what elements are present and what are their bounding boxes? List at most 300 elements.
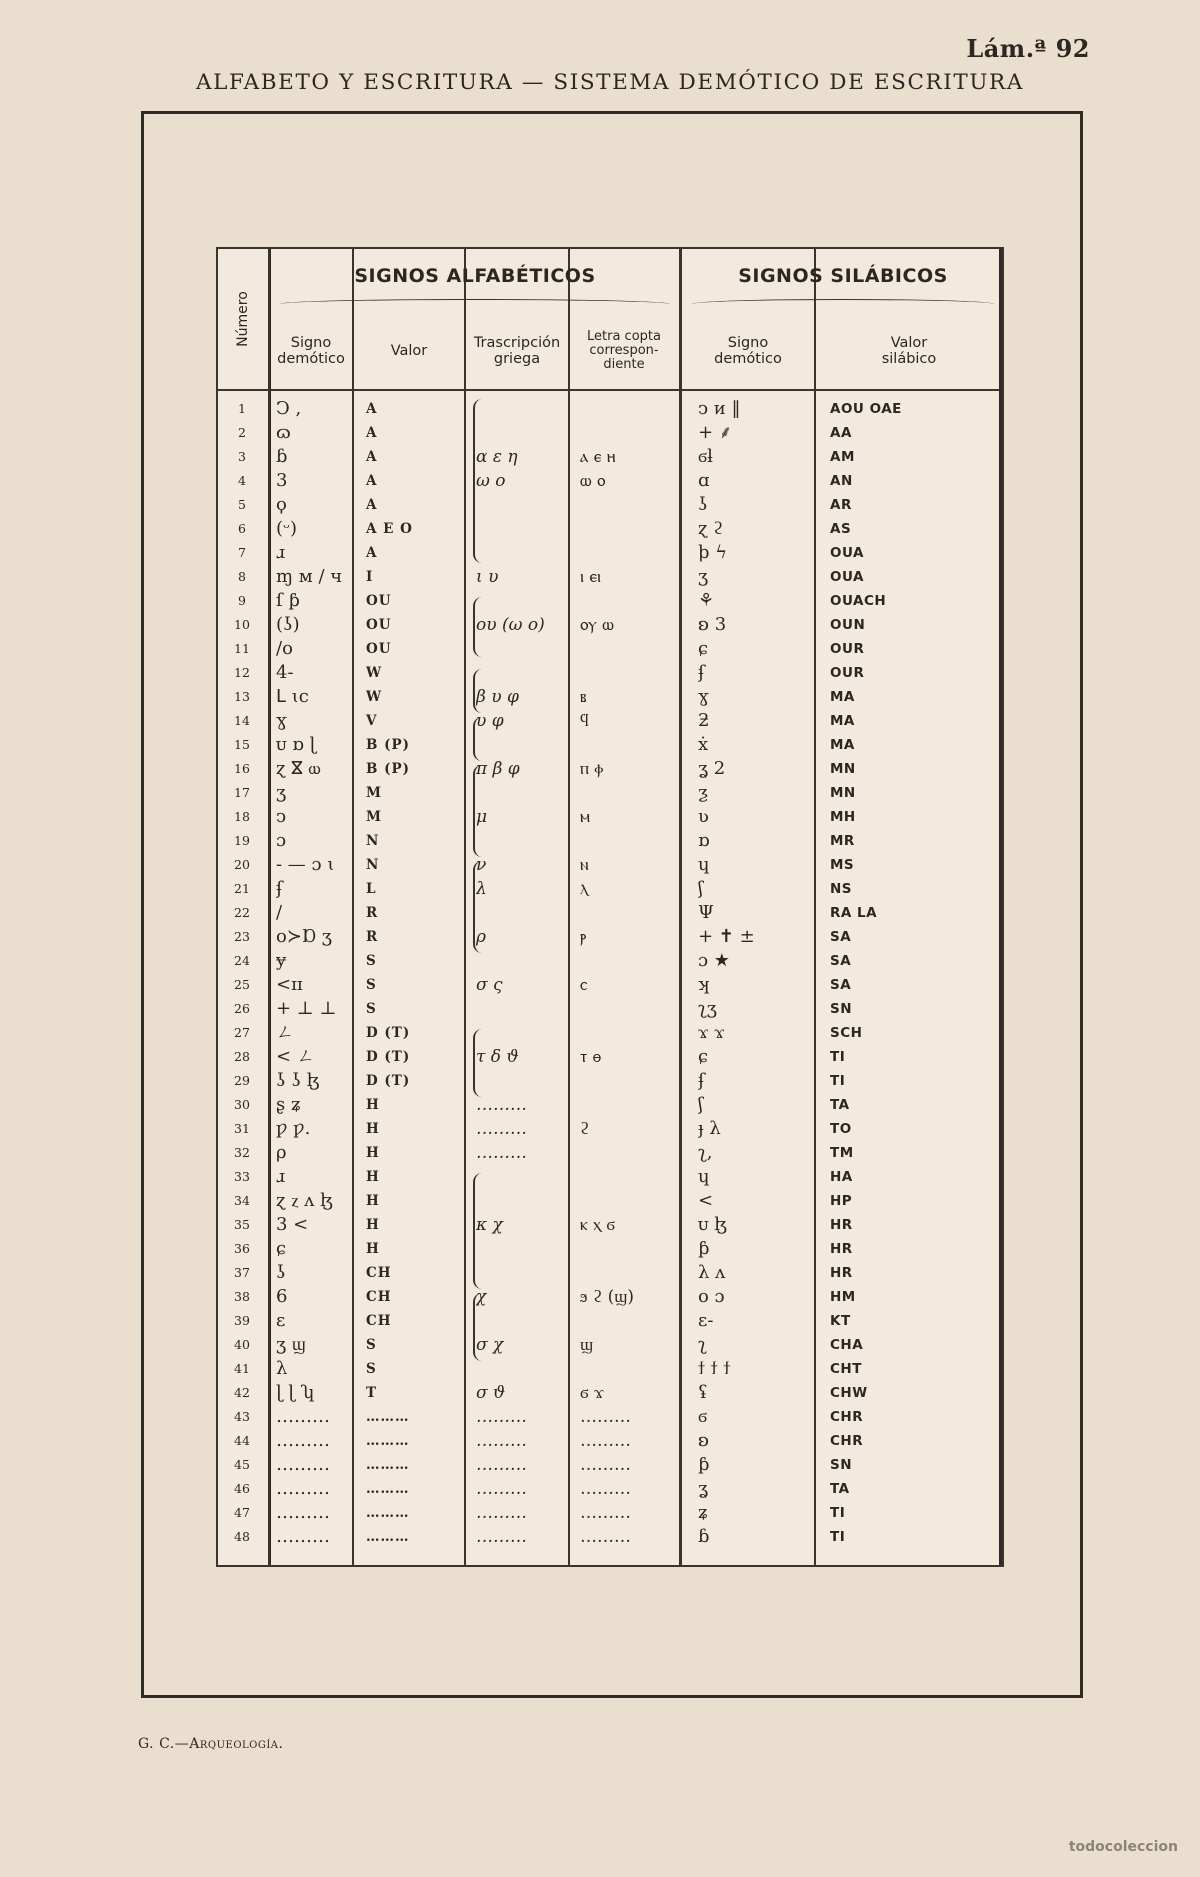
demotic-sign: ʖ [276, 1262, 286, 1283]
syllabic-value: MA [830, 713, 855, 729]
syllabic-sign: ɔ ★ [698, 950, 730, 971]
alphabetic-value: H [366, 1097, 380, 1113]
column-header-value: Valor [390, 343, 428, 359]
coptic-letter: ⲥ [580, 975, 588, 995]
syllabic-sign: ϯ ϯ ϯ [698, 1358, 731, 1379]
row-number: 25 [234, 977, 250, 992]
syllabic-value: TI [830, 1505, 846, 1521]
coptic-letter: ϥ [580, 711, 589, 731]
demotic-sign: ʂ ʑ [276, 1094, 302, 1115]
syllabic-value: CHR [830, 1409, 864, 1425]
coptic-letter [580, 1141, 690, 1165]
coptic-letter: ϧ ϩ (ϣ) [580, 1287, 635, 1307]
demotic-sign: ɭ ɭ ʮ [276, 1382, 315, 1403]
syllabic-value: TI [830, 1529, 846, 1545]
syllabic-value: RA LA [830, 905, 878, 921]
alphabetic-value: B (P) [366, 761, 411, 777]
table-row [218, 805, 1002, 829]
syllabic-value: CHR [830, 1433, 864, 1449]
row-number: 26 [234, 1001, 250, 1016]
alphabetic-value: ……… [366, 1457, 410, 1473]
coptic-letter: ϩ [580, 1119, 590, 1139]
coptic-letter: ⲧ ⲑ [580, 1047, 602, 1067]
demotic-sign: ……… [276, 1454, 330, 1475]
demotic-sign: 6 [276, 1286, 288, 1307]
alphabetic-value: ……… [366, 1481, 410, 1497]
coptic-letter [580, 949, 690, 973]
table-row [218, 1477, 1002, 1501]
syllabic-value: HR [830, 1217, 853, 1233]
alphabetic-value: A [366, 497, 378, 513]
coptic-letter: ……… [580, 1479, 631, 1499]
demotic-sign: ʒ ϣ [276, 1334, 306, 1355]
alphabetic-value: ……… [366, 1505, 410, 1521]
syllabic-value: NS [830, 881, 853, 897]
coptic-letter [580, 637, 690, 661]
row-number: 34 [234, 1193, 250, 1208]
demotic-sign: ……… [276, 1430, 330, 1451]
alphabetic-value: OU [366, 593, 392, 609]
greek-transcription: σ χ [476, 1335, 504, 1355]
syllabic-value: MN [830, 761, 856, 777]
table-row [218, 1309, 1002, 1333]
table-row [218, 1213, 1002, 1237]
syllabic-value: OUR [830, 641, 865, 657]
watermark: todocoleccion [1068, 1839, 1178, 1855]
syllabic-value: SA [830, 929, 852, 945]
table-row [218, 757, 1002, 781]
alphabetic-value: H [366, 1193, 380, 1209]
demotic-sign: ʒ [276, 782, 287, 803]
greek-transcription [476, 661, 586, 685]
table-row [218, 1165, 1002, 1189]
syllabic-sign: ʅ [698, 1334, 707, 1355]
table-row [218, 445, 1002, 469]
syllabic-value: HA [830, 1169, 853, 1185]
demotic-sign: ᴜ ɒ ɭ [276, 734, 317, 755]
demotic-sign: 3 [276, 470, 288, 491]
row-number: 6 [238, 521, 246, 536]
syllabic-value: KT [830, 1313, 851, 1329]
alphabetic-value: A E O [366, 521, 413, 537]
coptic-letter [580, 1237, 690, 1261]
row-number: 5 [238, 497, 246, 512]
syllabic-sign: ɕ [698, 1046, 709, 1067]
coptic-letter: ……… [580, 1407, 631, 1427]
greek-transcription: ……… [476, 1095, 527, 1115]
syllabic-value: SCH [830, 1025, 863, 1041]
coptic-letter [580, 1021, 690, 1045]
demotic-sign: ɛ [276, 1310, 286, 1331]
syllabic-value: CHT [830, 1361, 862, 1377]
syllabic-value: AN [830, 473, 853, 489]
syllabic-sign: ⚘ [698, 590, 715, 611]
syllabic-group-header: SIGNOS SILÁBICOS [738, 265, 948, 287]
syllabic-sign: + ⸙ [698, 422, 733, 443]
syllabic-sign: ʢ [698, 1382, 708, 1403]
syllabic-sign: ʑ [698, 1502, 709, 1523]
demotic-sign: λ [276, 1358, 288, 1379]
coptic-letter [580, 517, 690, 541]
syllabic-value: MR [830, 833, 855, 849]
greek-transcription [476, 1021, 586, 1045]
row-number: 20 [234, 857, 250, 872]
alphabetic-value: B (P) [366, 737, 411, 753]
greek-transcription: α ε η [476, 447, 518, 467]
syllabic-sign: ʓ 2 [698, 758, 726, 779]
coptic-letter: ⲕ ⲭ ϭ [580, 1215, 616, 1235]
syllabic-sign: ɒ [698, 830, 710, 851]
syllabic-value: TA [830, 1481, 850, 1497]
column-header-greek: Trascripción griega [473, 335, 561, 367]
table-row [218, 949, 1002, 973]
alphabetic-value: R [366, 905, 379, 921]
greek-transcription [476, 829, 586, 853]
greek-transcription: τ δ ϑ [476, 1047, 519, 1067]
coptic-letter: ϭ ϫ [580, 1383, 604, 1403]
alphabetic-value: N [366, 857, 380, 873]
alphabetic-group-rule [280, 299, 670, 304]
syllabic-sign: ƥ [698, 1454, 710, 1475]
table-row [218, 637, 1002, 661]
syllabic-sign: ʋ [698, 806, 709, 827]
row-number: 14 [234, 713, 250, 728]
syllabic-sign: + ✝ ± [698, 926, 755, 947]
row-number: 44 [234, 1433, 250, 1448]
table-row [218, 661, 1002, 685]
table-row [218, 397, 1002, 421]
table-row [218, 1045, 1002, 1069]
syllabic-sign: ʞ [698, 974, 709, 995]
row-number: 9 [238, 593, 246, 608]
syllabic-value: AA [830, 425, 852, 441]
table-row [218, 1381, 1002, 1405]
demotic-sign: ᒪ ɩc [276, 686, 309, 707]
coptic-letter: ⲗ [580, 879, 589, 899]
alphabetic-group-header: SIGNOS ALFABÉTICOS [354, 265, 596, 287]
alphabetic-value: S [366, 953, 377, 969]
syllabic-sign: ƻ [698, 710, 710, 731]
row-number: 46 [234, 1481, 250, 1496]
table-row [218, 1405, 1002, 1429]
row-number: 12 [234, 665, 250, 680]
table-row [218, 469, 1002, 493]
alphabetic-value: W [366, 665, 383, 681]
syllabic-value: OUA [830, 545, 864, 561]
greek-transcription [476, 1309, 586, 1333]
demotic-sign: ϙ [276, 494, 287, 515]
row-number: 19 [234, 833, 250, 848]
demotic-sign: ɀ ⲍ ᴧ ɮ [276, 1190, 333, 1211]
coptic-letter [580, 1165, 690, 1189]
demotic-sign: ……… [276, 1406, 330, 1427]
greek-transcription: λ [476, 879, 487, 899]
syllabic-value: HM [830, 1289, 856, 1305]
greek-transcription: μ [476, 807, 488, 827]
demotic-sign: ʖ ʖ ɮ [276, 1070, 320, 1091]
greek-transcription: ……… [476, 1503, 527, 1523]
syllabic-value: HR [830, 1265, 853, 1281]
syllabic-value: MA [830, 689, 855, 705]
alphabetic-value: ……… [366, 1529, 410, 1545]
syllabic-value: MN [830, 785, 856, 801]
greek-transcription [476, 781, 586, 805]
table-row [218, 1261, 1002, 1285]
table-row [218, 781, 1002, 805]
syllabic-sign: λ ʌ [698, 1262, 726, 1283]
greek-transcription: κ χ [476, 1215, 503, 1235]
coptic-letter [580, 997, 690, 1021]
coptic-letter: ⲣ [580, 927, 587, 947]
demotic-sign: ……… [276, 1478, 330, 1499]
syllabic-value: SA [830, 953, 852, 969]
table-row [218, 853, 1002, 877]
syllabic-value: OUR [830, 665, 865, 681]
greek-transcription: ……… [476, 1407, 527, 1427]
greek-transcription [476, 1237, 586, 1261]
demotic-sign: (ᵕ) [276, 518, 297, 539]
greek-transcription: ……… [476, 1143, 527, 1163]
demotic-sign: + ⊥ ⊥ [276, 998, 337, 1019]
row-number: 17 [234, 785, 250, 800]
row-number: 24 [234, 953, 250, 968]
table-row [218, 1453, 1002, 1477]
greek-transcription [476, 589, 586, 613]
table-row [218, 613, 1002, 637]
syllabic-sign: ʄ [698, 1070, 705, 1091]
demotic-sign: 3 < [276, 1214, 309, 1235]
coptic-letter: ⲃ [580, 687, 587, 707]
table-row [218, 493, 1002, 517]
row-number: 16 [234, 761, 250, 776]
syllabic-value: CHW [830, 1385, 868, 1401]
syllabic-sign: ϭƚ [698, 446, 713, 467]
table-row [218, 1117, 1002, 1141]
syllabic-sign: Ψ [698, 902, 714, 923]
page-title: ALFABETO Y ESCRITURA — SISTEMA DEMÓTICO DE ESCRITURA [196, 70, 1024, 95]
header-bottom-rule [218, 389, 1002, 391]
table-row [218, 1285, 1002, 1309]
coptic-letter [580, 1357, 690, 1381]
alphabetic-value: CH [366, 1289, 392, 1305]
row-number: 13 [234, 689, 250, 704]
syllabic-sign: ɥ [698, 854, 710, 875]
row-number: 29 [234, 1073, 250, 1088]
row-number: 3 [238, 449, 246, 464]
alphabetic-value: W [366, 689, 383, 705]
greek-transcription: ……… [476, 1479, 527, 1499]
alphabetic-value: H [366, 1121, 380, 1137]
syllabic-value: MS [830, 857, 855, 873]
coptic-letter: ⲙ [580, 807, 591, 827]
syllabic-sign: ʄ [698, 662, 705, 683]
coptic-letter: ……… [580, 1503, 631, 1523]
demotic-sign: ρ [276, 1142, 287, 1163]
syllabic-sign: ᴜ ɮ [698, 1214, 727, 1235]
syllabic-sign: ʚ [698, 1430, 710, 1451]
syllabic-sign: ɟ λ [698, 1118, 721, 1139]
greek-transcription [476, 421, 586, 445]
syllabic-sign: ɥ [698, 1166, 710, 1187]
number-header: Número [235, 291, 251, 347]
syllabic-sign: ʅʒ [698, 998, 717, 1019]
syllabic-value: AM [830, 449, 855, 465]
greek-transcription: ι υ [476, 567, 499, 587]
alphabetic-value: D (T) [366, 1073, 411, 1089]
row-number: 47 [234, 1505, 250, 1520]
table-row [218, 1237, 1002, 1261]
row-number: 1 [238, 401, 246, 416]
coptic-letter: ⲓ ⲉⲓ [580, 567, 602, 587]
alphabetic-value: A [366, 401, 378, 417]
alphabetic-value: H [366, 1217, 380, 1233]
row-number: 30 [234, 1097, 250, 1112]
table-row [218, 733, 1002, 757]
alphabetic-value: R [366, 929, 379, 945]
coptic-letter [580, 829, 690, 853]
alphabetic-value: N [366, 833, 380, 849]
demotic-sign: ɏ [276, 950, 287, 971]
syllabic-sign: ɕ [698, 638, 709, 659]
syllabic-value: AS [830, 521, 852, 537]
greek-transcription: χ [476, 1287, 487, 1307]
syllabic-sign: ϭ [698, 1406, 708, 1427]
greek-transcription: ……… [476, 1431, 527, 1451]
coptic-letter: ⲟⲩ ⲱ [580, 615, 614, 635]
alphabetic-value: H [366, 1241, 380, 1257]
greek-transcription [476, 1069, 586, 1093]
row-number: 43 [234, 1409, 250, 1424]
row-number: 27 [234, 1025, 250, 1040]
greek-transcription [476, 517, 586, 541]
alphabetic-value: H [366, 1169, 380, 1185]
syllabic-value: AOU OAE [830, 401, 902, 417]
syllabic-sign: ϸ ϟ [698, 542, 728, 563]
coptic-letter [580, 421, 690, 445]
greek-transcription: ου (ω ο) [476, 615, 545, 635]
syllabic-sign: ɀ ϩ [698, 518, 723, 539]
row-number: 45 [234, 1457, 250, 1472]
coptic-letter: ……… [580, 1527, 631, 1547]
greek-transcription: σ ς [476, 975, 503, 995]
alphabetic-value: T [366, 1385, 378, 1401]
alphabetic-value: L [366, 881, 377, 897]
demotic-sign: (ʖ) [276, 614, 300, 635]
syllabic-sign: ɓ [698, 1526, 710, 1547]
greek-transcription: ν [476, 855, 487, 875]
table-row [218, 1021, 1002, 1045]
row-number: 31 [234, 1121, 250, 1136]
row-number: 7 [238, 545, 246, 560]
table-row [218, 1189, 1002, 1213]
table-row [218, 709, 1002, 733]
table-row [218, 1333, 1002, 1357]
coptic-letter [580, 661, 690, 685]
table-row [218, 1357, 1002, 1381]
table-row [218, 421, 1002, 445]
alphabetic-value: OU [366, 617, 392, 633]
syllabic-value: AR [830, 497, 852, 513]
greek-transcription [476, 949, 586, 973]
demotic-sign: 4- [276, 662, 294, 683]
syllabic-value: OUN [830, 617, 866, 633]
greek-transcription [476, 493, 586, 517]
row-number: 48 [234, 1529, 250, 1544]
alphabetic-value: CH [366, 1265, 392, 1281]
greek-transcription: β υ φ [476, 687, 519, 707]
demotic-sign: ɔ [276, 830, 287, 851]
alphabetic-value: CH [366, 1313, 392, 1329]
demotic-sign: / [276, 902, 283, 923]
table-row [218, 1141, 1002, 1165]
syllabic-sign: ʃ [698, 878, 703, 899]
row-number: 2 [238, 425, 246, 440]
table-row [218, 565, 1002, 589]
greek-transcription [476, 901, 586, 925]
coptic-letter: ⲱ ⲟ [580, 471, 606, 491]
alphabetic-value: S [366, 1001, 377, 1017]
demotic-sign: ſ ƥ [276, 590, 300, 611]
syllabic-sign: ʓ [698, 1478, 709, 1499]
syllabic-value: SN [830, 1457, 853, 1473]
syllabic-value: HR [830, 1241, 853, 1257]
row-number: 23 [234, 929, 250, 944]
demotic-sign: /o [276, 638, 293, 659]
row-number: 35 [234, 1217, 250, 1232]
demotic-table [216, 247, 1004, 1567]
row-number: 38 [234, 1289, 250, 1304]
demotic-sign: ↄ [276, 806, 287, 827]
table-row [218, 973, 1002, 997]
syllabic-value: OUACH [830, 593, 887, 609]
coptic-letter: ……… [580, 1431, 631, 1451]
demotic-sign: ɱ ᴍ / ч [276, 566, 343, 587]
syllabic-sign: ʒ [698, 566, 709, 587]
greek-transcription: ρ [476, 927, 486, 947]
syllabic-value: TI [830, 1049, 846, 1065]
coptic-letter [580, 541, 690, 565]
syllabic-sign: ɑ [698, 470, 710, 491]
coptic-letter [580, 733, 690, 757]
alphabetic-value: M [366, 809, 382, 825]
syllabic-sign: ẋ [698, 734, 709, 755]
syllabic-sign: ʃ [698, 1094, 703, 1115]
coptic-letter [580, 397, 690, 421]
column-header-syllabic-sign: Signo demótico [714, 335, 782, 367]
greek-transcription: ……… [476, 1119, 527, 1139]
greek-transcription [476, 1261, 586, 1285]
coptic-letter: ⲡ ⲫ [580, 759, 604, 779]
coptic-letter [580, 493, 690, 517]
syllabic-sign: ƺ [698, 782, 709, 803]
alphabetic-value: A [366, 449, 378, 465]
row-number: 21 [234, 881, 250, 896]
demotic-sign: Ↄ , [276, 398, 302, 419]
coptic-letter [580, 1309, 690, 1333]
demotic-sign: ƿ ƿ. [276, 1118, 311, 1139]
syllabic-group-rule [692, 299, 994, 304]
demotic-sign: ʄ [276, 878, 283, 899]
greek-transcription [476, 1165, 586, 1189]
alphabetic-value: V [366, 713, 378, 729]
demotic-sign: ……… [276, 1502, 330, 1523]
greek-transcription: ……… [476, 1527, 527, 1547]
plate-number: Lám.ª 92 [966, 34, 1090, 63]
row-number: 10 [234, 617, 250, 632]
alphabetic-value: H [366, 1145, 380, 1161]
syllabic-sign: < [698, 1190, 714, 1211]
table-row [218, 589, 1002, 613]
